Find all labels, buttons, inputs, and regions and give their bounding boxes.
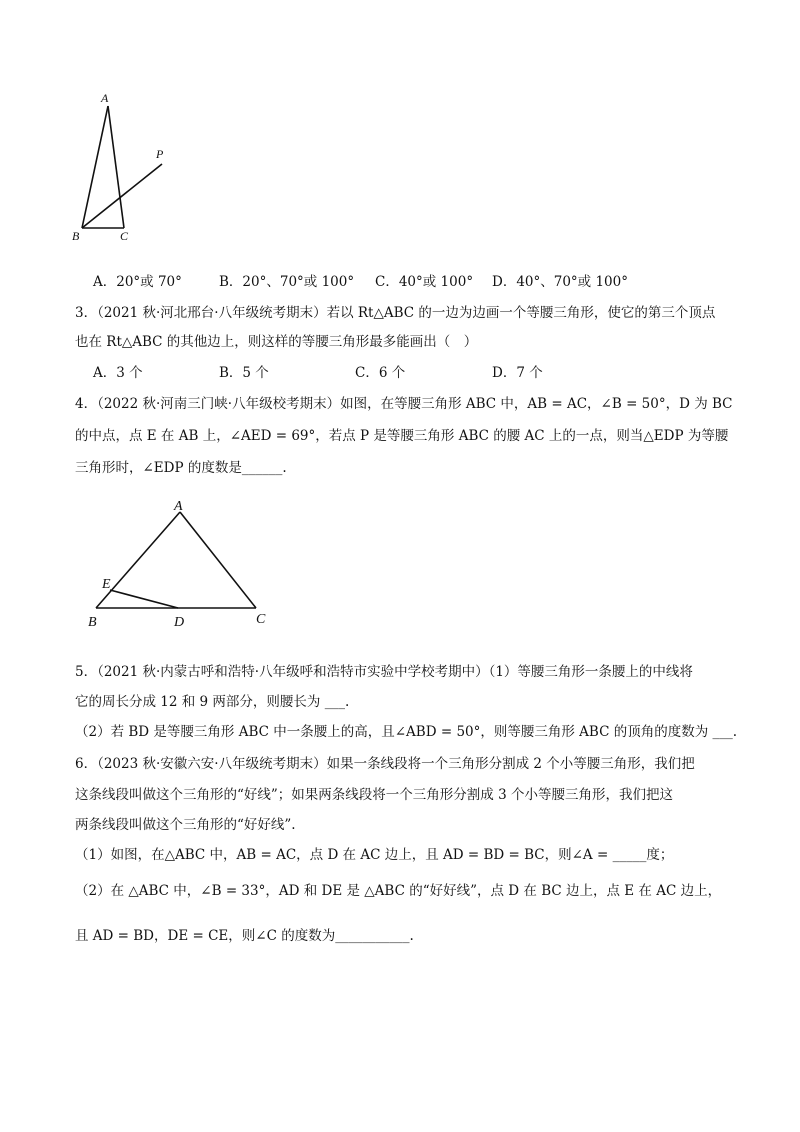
q6-stem-line-1: 6．（2023 秋·安徽六安·八年级统考期末）如果一条线段将一个三角形分割成 2 个小等腰三角形，我们把 [75,756,695,772]
fig2-label-a: A [174,499,183,514]
q5-part-2: （2）若 BD 是等腰三角形 ABC 中一条腰上的高，且∠ABD = 50°，则等腰三角形 ABC 的顶角的度数为 ___. [75,724,738,740]
q3-stem-line-2: 也在 Rt△ABC 的其他边上，则这样的等腰三角形最多能画出（ ） [75,334,478,350]
q2-option-d: D．40°、70°或 100° [492,274,628,290]
q6-part-2-line-2: 且 AD = BD，DE = CE，则∠C 的度数为___________. [75,928,414,944]
fig2-label-e: E [102,577,111,592]
fig2-segment-ed [110,590,178,608]
fig1-side-ac [108,106,124,228]
fig2-label-b: B [88,615,97,630]
q6-stem-line-2: 这条线段叫做这个三角形的“好线”；如果两条线段将一个三角形分割成 3 个小等腰三角形，我们把这 [75,787,673,803]
q6-part-1: （1）如图，在△ABC 中，AB = AC，点 D 在 AC 边上，且 AD = BD = BC，则∠A = _____度； [75,847,674,863]
fig1-label-c: C [120,229,129,243]
fig2-side-ab [96,512,180,608]
q3-option-d: D．7 个 [492,365,543,381]
q5-stem-line-2: 它的周长分成 12 和 9 两部分，则腰长为 ___. [75,694,350,710]
q6-stem-line-3: 两条线段叫做这个三角形的“好好线”. [75,817,296,833]
q2-option-c: C．40°或 100° [375,274,474,290]
fig2-label-c: C [256,612,266,627]
fig1-label-a: A [101,91,109,105]
fig1-label-b: B [72,229,80,243]
figure-2 [82,496,282,634]
fig2-label-d: D [174,615,185,630]
q3-option-a: A．3 个 [93,365,143,381]
fig1-label-p: P [156,147,164,161]
q3-option-c: C．6 个 [355,365,406,381]
q4-stem-line-2: 的中点，点 E 在 AB 上，∠AED = 69°，若点 P 是等腰三角形 ABC 的腰 AC 上的一点，则当△EDP 为等腰 [75,428,729,444]
q6-part-2-line-1: （2）在 △ABC 中，∠B = 33°，AD 和 DE 是 △ABC 的“好好线”，点 D 在 BC 边上，点 E 在 AC 边上， [75,883,722,899]
q5-stem-line-1: 5．（2021 秋·内蒙古呼和浩特·八年级呼和浩特市实验中学校考期中）（1）等腰三角形一条腰上的中线将 [75,664,693,680]
q4-stem-line-1: 4．（2022 秋·河南三门峡·八年级校考期末）如图，在等腰三角形 ABC 中，AB = AC，∠B = 50°，D 为 BC [75,396,733,412]
q2-option-a: A．20°或 70° [93,274,182,290]
q3-option-b: B．5 个 [219,365,269,381]
q4-stem-line-3: 三角形时，∠EDP 的度数是______. [75,460,287,476]
fig2-side-ac [180,512,256,608]
q2-option-b: B．20°、70°或 100° [219,274,355,290]
q3-stem-line-1: 3．（2021 秋·河北邢台·八年级统考期末）若以 Rt△ABC 的一边为边画一个等腰三角形，使它的第三个顶点 [75,305,716,321]
figure-1 [70,88,190,248]
